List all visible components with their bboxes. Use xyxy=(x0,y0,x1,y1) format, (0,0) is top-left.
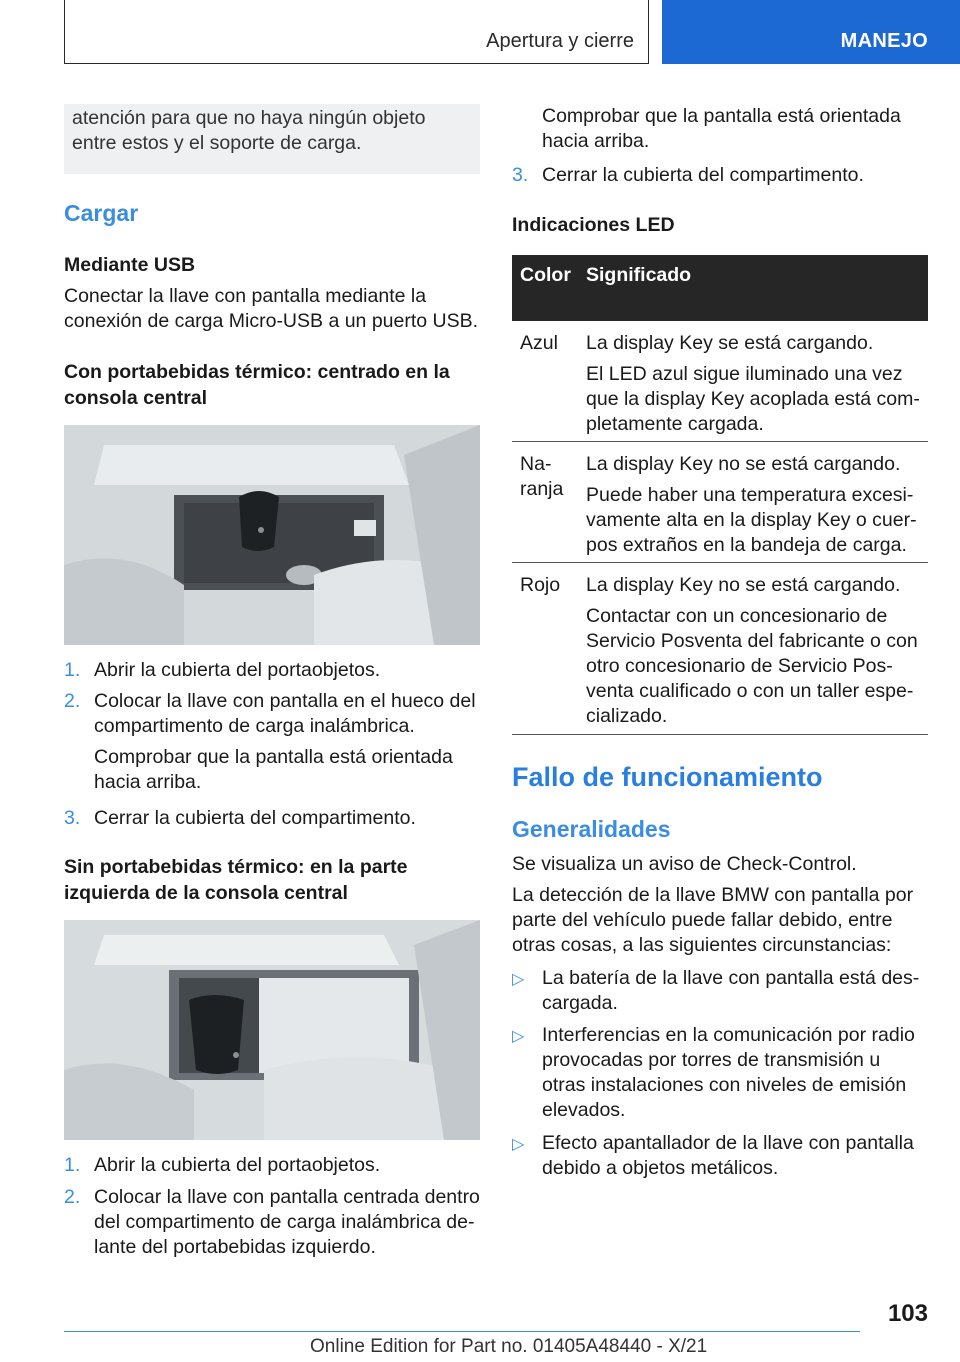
footer-edition: Online Edition for Part no. 01405A48440 - X/21 xyxy=(310,1336,708,1357)
list-text: Abrir la cubierta del portaobjetos. xyxy=(94,659,381,681)
list-text: Comprobar que la pantalla está orientada hacia arriba. xyxy=(94,746,453,793)
list-text: Cerrar la cubierta del compartimento. xyxy=(94,807,416,829)
list-text: Abrir la cubierta del portaobjetos. xyxy=(94,1154,381,1176)
list-item xyxy=(512,104,928,154)
table-cell-color: Naranja xyxy=(520,453,564,500)
console-photo-left xyxy=(64,920,480,1140)
header-section-box xyxy=(64,0,649,64)
heading-cargar: Cargar xyxy=(64,200,139,226)
table-cell-line: Contactar con un concesionario de Servicio Posventa del fabricante o con otro concesionario de Servicio Posventa cualificado o con un taller especializado. xyxy=(586,605,918,727)
subheading-sin-portabebidas: Sin portabebidas térmico: en la parte izquierda de la consola central xyxy=(64,856,408,904)
list-item xyxy=(64,1185,480,1260)
triangle-bullet-icon: ▷ xyxy=(512,1028,525,1045)
note-box: atención para que no haya ningún objeto entre estos y el soporte de carga. xyxy=(64,104,480,174)
subheading-led: Indicaciones LED xyxy=(512,214,675,236)
table-cell-line: La display Key no se está cargando. xyxy=(586,574,901,596)
list-item xyxy=(64,745,480,795)
header-chapter-label: MANEJO xyxy=(840,30,928,52)
header-chapter-tab xyxy=(662,0,960,64)
list-number: 3. xyxy=(512,164,529,186)
table-cell-meaning xyxy=(586,331,926,437)
heading-generalidades: Generalidades xyxy=(512,816,671,842)
general-paragraph-2: La detección de la llave BMW con pantalla por parte del vehículo puede fallar debido, entre otras cosas, a las siguientes circunstancias: xyxy=(512,884,914,956)
table-cell-color: Azul xyxy=(520,332,558,354)
list-text: Cerrar la cubierta del compartimento. xyxy=(542,164,864,186)
bullet-item xyxy=(512,1023,928,1123)
table-row xyxy=(512,563,928,735)
list-text: Colocar la llave con pantalla en el hueco del compartimento de carga inalámbrica. xyxy=(94,690,476,737)
table-row xyxy=(512,442,928,563)
list-item xyxy=(64,1153,480,1178)
general-paragraph-1: Se visualiza un aviso de Check-Control. xyxy=(512,853,857,875)
table-header xyxy=(512,255,928,321)
table-cell-line: La display Key no se está cargando. xyxy=(586,453,901,475)
table-row xyxy=(512,321,928,442)
heading-fallo: Fallo de funcionamiento xyxy=(512,762,823,792)
list-item xyxy=(64,806,480,831)
bullet-text: La batería de la llave con pantalla está descargada. xyxy=(542,967,920,1014)
table-cell-meaning xyxy=(586,452,926,558)
list-item xyxy=(64,658,480,683)
list-number: 2. xyxy=(64,1186,81,1208)
table-cell-meaning xyxy=(586,573,926,729)
table-cell-line: El LED azul sigue iluminado una vez que la display Key acoplada está completamente cargada. xyxy=(586,363,920,435)
list-number: 1. xyxy=(64,659,81,681)
bullet-text: Efecto apantallador de la llave con pantalla debido a objetos metálicos. xyxy=(542,1132,914,1179)
table-cell-color: Rojo xyxy=(520,574,561,596)
console-photo-centered xyxy=(64,425,480,645)
list-item xyxy=(512,163,928,188)
list-number: 1. xyxy=(64,1154,81,1176)
list-number: 3. xyxy=(64,807,81,829)
triangle-bullet-icon: ▷ xyxy=(512,971,525,988)
usb-paragraph: Conectar la llave con pantalla mediante la conexión de carga Micro-USB a un puerto USB. xyxy=(64,285,479,332)
bullet-text: Interferencias en la comunicación por radio provocadas por torres de transmisión u otras instalaciones con niveles de emisión elevados. xyxy=(542,1024,915,1121)
bullet-item xyxy=(512,1131,928,1181)
list-number: 2. xyxy=(64,690,81,712)
table-header-meaning: Significado xyxy=(586,264,692,286)
footer-divider xyxy=(64,1331,860,1332)
triangle-bullet-icon: ▷ xyxy=(512,1136,525,1153)
subheading-usb: Mediante USB xyxy=(64,254,196,276)
page-number: 103 xyxy=(887,1300,928,1327)
table-cell-line: Puede haber una temperatura excesivamente alta en la display Key o cuerpos extraños en la bandeja de carga. xyxy=(586,484,917,556)
header-section-title: Apertura y cierre xyxy=(486,30,634,52)
list-text: Colocar la llave con pantalla centrada dentro del compartimento de carga inalámbrica delante del portabebidas izquierdo. xyxy=(94,1186,480,1258)
list-text: Comprobar que la pantalla está orientada hacia arriba. xyxy=(542,105,901,152)
bullet-item xyxy=(512,966,928,1016)
table-header-color: Color xyxy=(520,264,571,286)
table-cell-line: La display Key se está cargando. xyxy=(586,332,874,354)
subheading-con-portabebidas: Con portabebidas térmico: centrado en la consola central xyxy=(64,361,450,409)
list-item xyxy=(64,689,480,739)
